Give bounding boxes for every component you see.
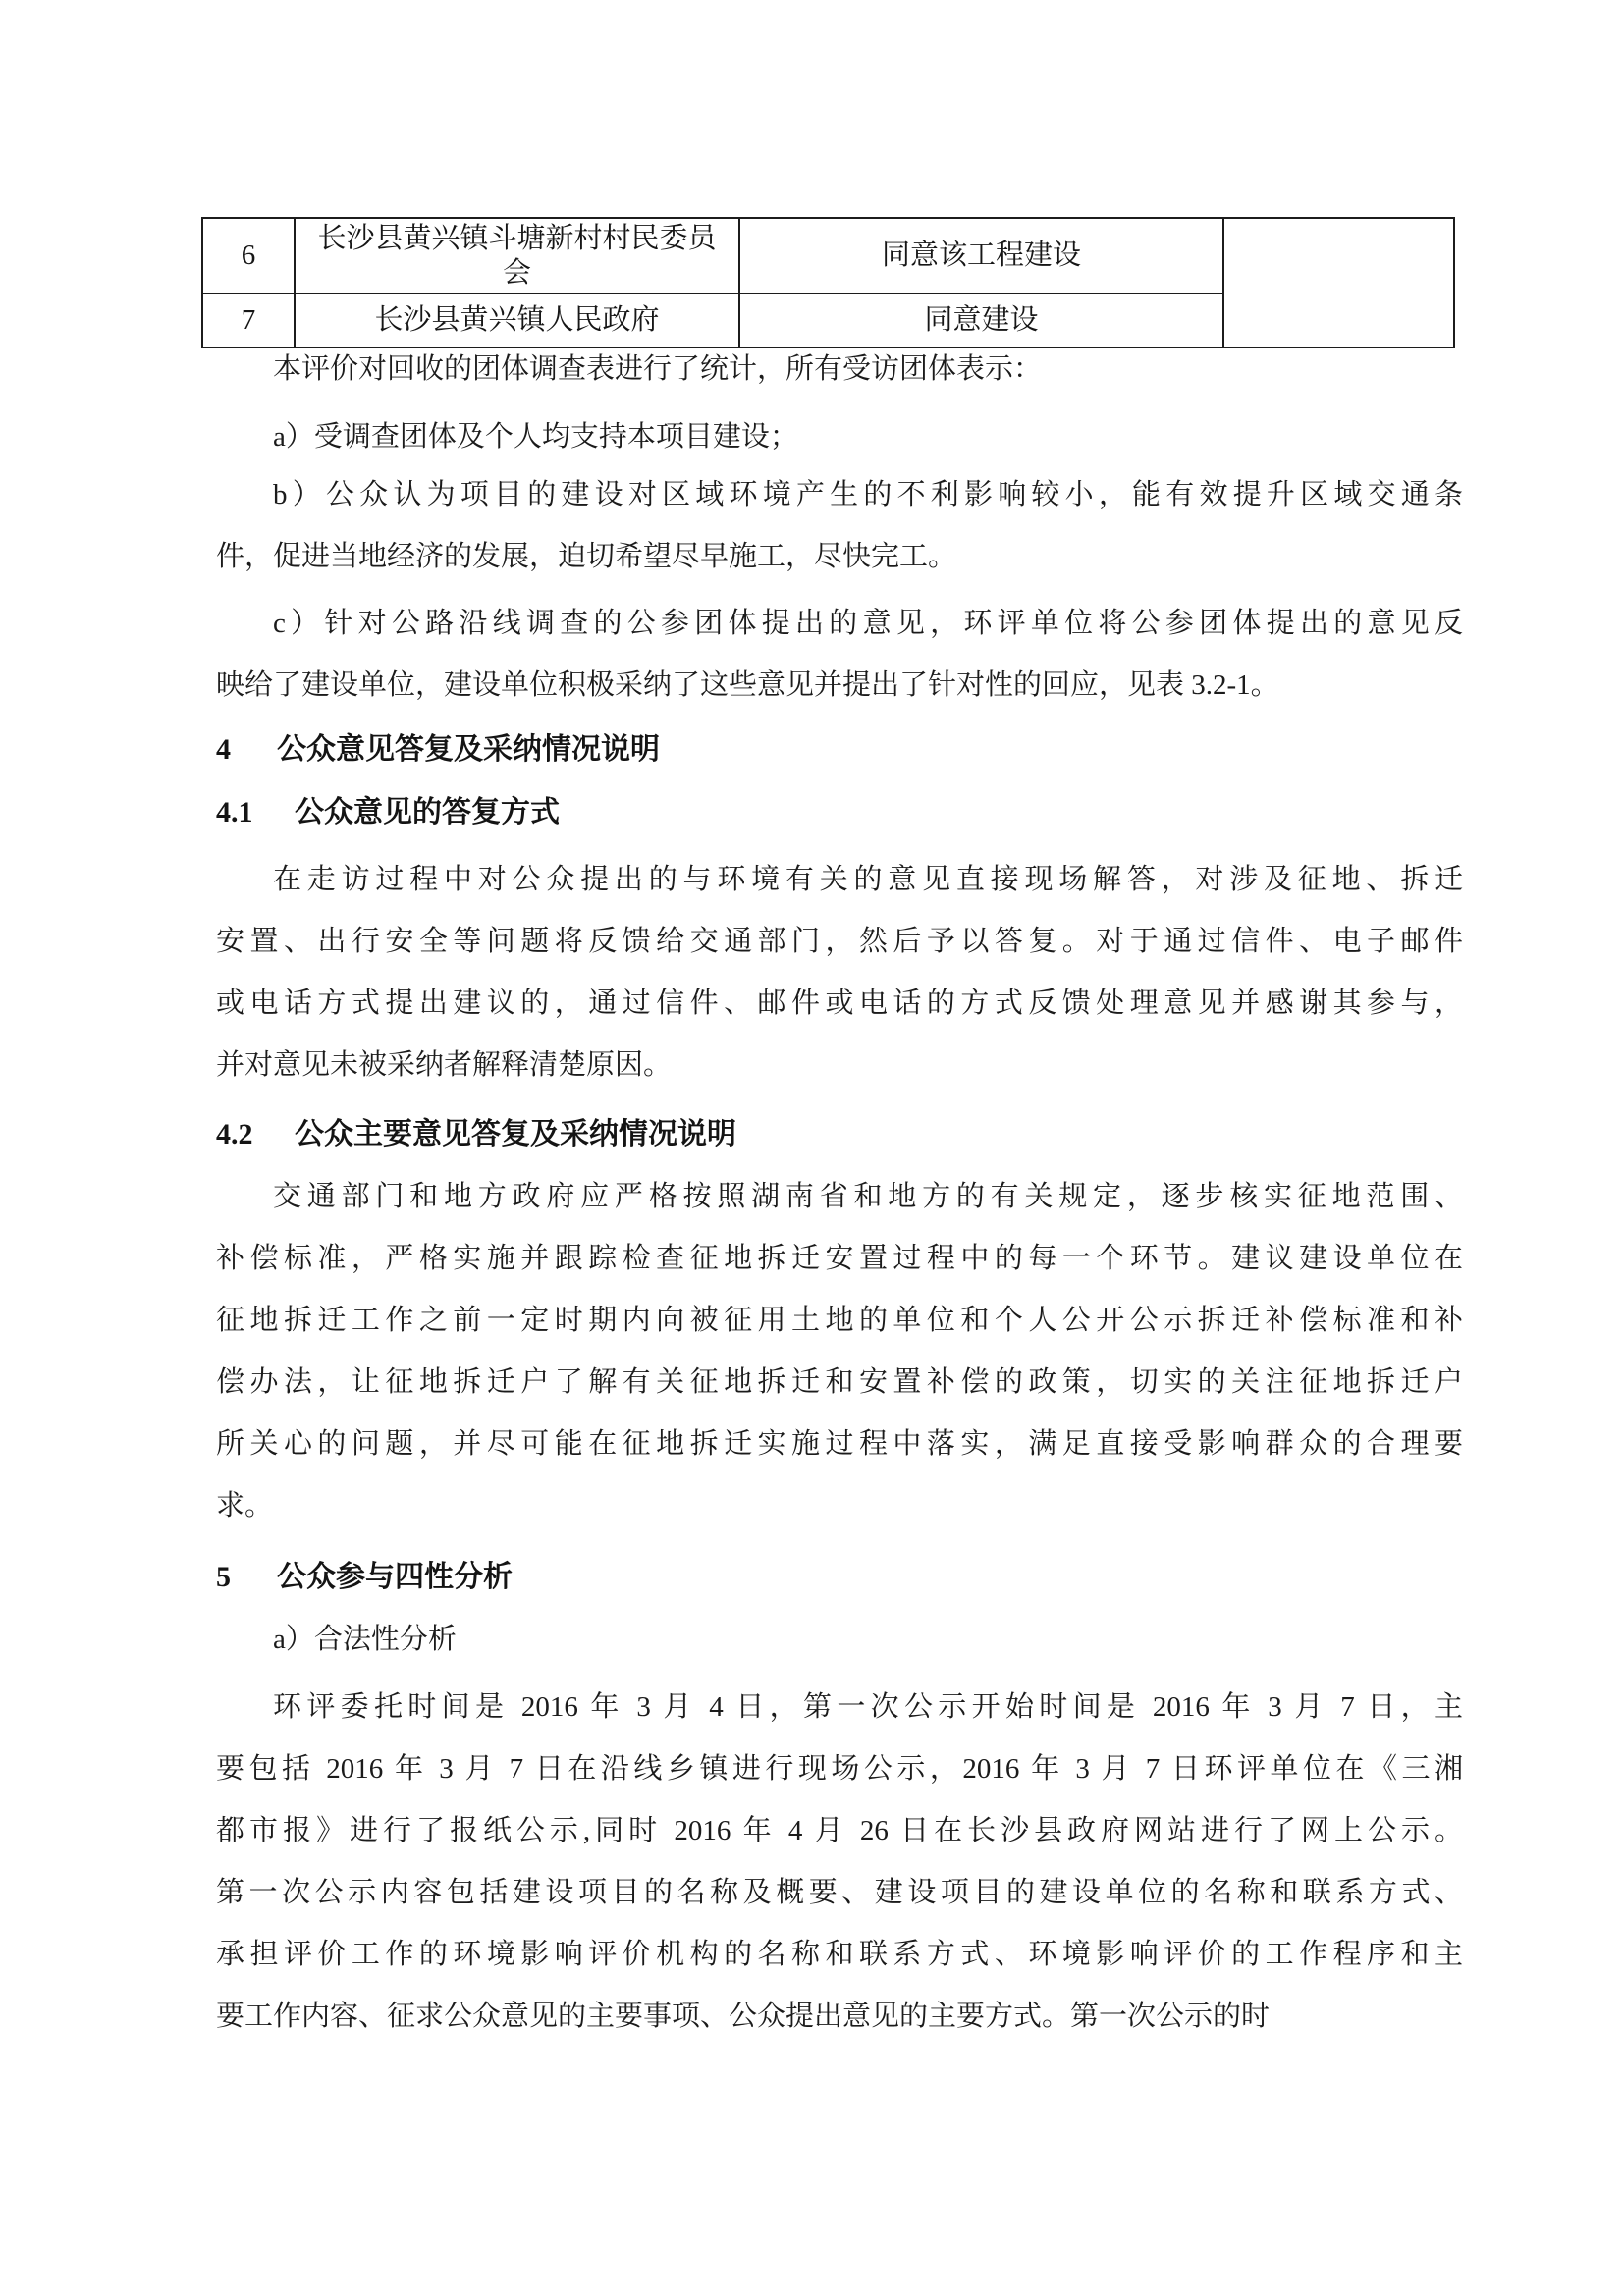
text-line: 承担评价工作的环境影响评价机构的名称和联系方式、环境影响评价的工作程序和主 <box>216 1939 1463 1970</box>
cell-remark <box>1223 218 1454 347</box>
heading-number: 5 <box>216 1561 231 1593</box>
text-line: 安置、出行安全等问题将反馈给交通部门，然后予以答复。对于通过信件、电子邮件 <box>216 926 1463 957</box>
text-line: 求。 <box>216 1490 274 1522</box>
text-line: 征地拆迁工作之前一定时期内向被征用土地的单位和个人公开公示拆迁补偿标准和补 <box>216 1305 1463 1336</box>
text-line: 环评委托时间是 2016 年 3 月 4 日，第一次公示开始时间是 2016 年 3 月 7 日，主 <box>273 1691 1463 1723</box>
text-line: 映给了建设单位，建设单位积极采纳了这些意见并提出了针对性的回应，见表 3.2-1。 <box>216 669 1279 701</box>
text-line: 交通部门和地方政府应严格按照湖南省和地方的有关规定，逐步核实征地范围、 <box>273 1181 1463 1212</box>
text-line: 本评价对回收的团体调查表进行了统计，所有受访团体表示： <box>273 353 1043 385</box>
table-row <box>202 218 1454 294</box>
paragraph-reply-method <box>216 849 1463 1096</box>
heading-title: 公众参与四性分析 <box>277 1561 513 1593</box>
heading-section-4-1 <box>216 781 1463 843</box>
text-line: 第一次公示内容包括建设项目的名称及概要、建设项目的建设单位的名称和联系方式、 <box>216 1877 1463 1908</box>
text-line: b）公众认为项目的建设对区域环境产生的不利影响较小，能有效提升区域交通条 <box>273 479 1463 510</box>
text-line: 或电话方式提出建议的，通过信件、邮件或电话的方式反馈处理意见并感谢其参与， <box>216 988 1463 1019</box>
paragraph-adoption <box>216 1166 1463 1537</box>
text-line: c）针对公路沿线调查的公参团体提出的意见，环评单位将公参团体提出的意见反 <box>273 608 1463 639</box>
cell-organization: 长沙县黄兴镇人民政府 <box>295 294 739 347</box>
cell-serial-number: 7 <box>202 294 295 347</box>
paragraph-legality-label <box>216 1609 1463 1671</box>
text-line: 件，促进当地经济的发展，迫切希望尽早施工，尽快完工。 <box>216 541 957 572</box>
heading-number: 4 <box>216 733 231 766</box>
paragraph-item-a <box>216 406 1463 468</box>
heading-section-4 <box>216 719 1463 780</box>
heading-section-5 <box>216 1546 1463 1608</box>
heading-title: 公众意见的答复方式 <box>295 796 560 828</box>
text-line: a）受调查团体及个人均支持本项目建设； <box>273 421 798 453</box>
heading-number: 4.1 <box>216 796 253 828</box>
heading-number: 4.2 <box>216 1118 253 1150</box>
cell-organization: 长沙县黄兴镇斗塘新村村民委员会 <box>295 218 739 294</box>
text-line: 在走访过程中对公众提出的与环境有关的意见直接现场解答，对涉及征地、拆迁 <box>273 864 1463 895</box>
text-line: 所关心的问题，并尽可能在征地拆迁实施过程中落实，满足直接受影响群众的合理要 <box>216 1428 1463 1460</box>
text-line: 要工作内容、征求公众意见的主要事项、公众提出意见的主要方式。第一次公示的时 <box>216 2001 1271 2032</box>
cell-serial-number: 6 <box>202 218 295 294</box>
text-line: 都市报》进行了报纸公示,同时 2016 年 4 月 26 日在长沙县政府网站进行了网上公示。 <box>216 1815 1463 1846</box>
cell-opinion: 同意建设 <box>739 294 1223 347</box>
heading-section-4-2 <box>216 1103 1463 1165</box>
text-line: 要包括 2016 年 3 月 7 日在沿线乡镇进行现场公示，2016 年 3 月 7 日环评单位在《三湘 <box>216 1753 1463 1785</box>
text-line: 并对意见未被采纳者解释清楚原因。 <box>216 1049 673 1081</box>
text-line: 补偿标准，严格实施并跟踪检查征地拆迁安置过程中的每一个环节。建议建设单位在 <box>216 1243 1463 1274</box>
paragraph-item-b <box>216 464 1463 588</box>
survey-opinion-table <box>201 217 1455 348</box>
cell-opinion: 同意该工程建设 <box>739 218 1223 294</box>
paragraph-publicity-timeline <box>216 1677 1463 2048</box>
paragraph-survey-stats <box>216 339 1463 400</box>
heading-title: 公众主要意见答复及采纳情况说明 <box>295 1118 736 1150</box>
paragraph-item-c <box>216 593 1463 717</box>
text-line: 偿办法，让征地拆迁户了解有关征地拆迁和安置补偿的政策，切实的关注征地拆迁户 <box>216 1366 1463 1398</box>
heading-title: 公众意见答复及采纳情况说明 <box>277 733 660 766</box>
text-line: a）合法性分析 <box>273 1624 457 1655</box>
